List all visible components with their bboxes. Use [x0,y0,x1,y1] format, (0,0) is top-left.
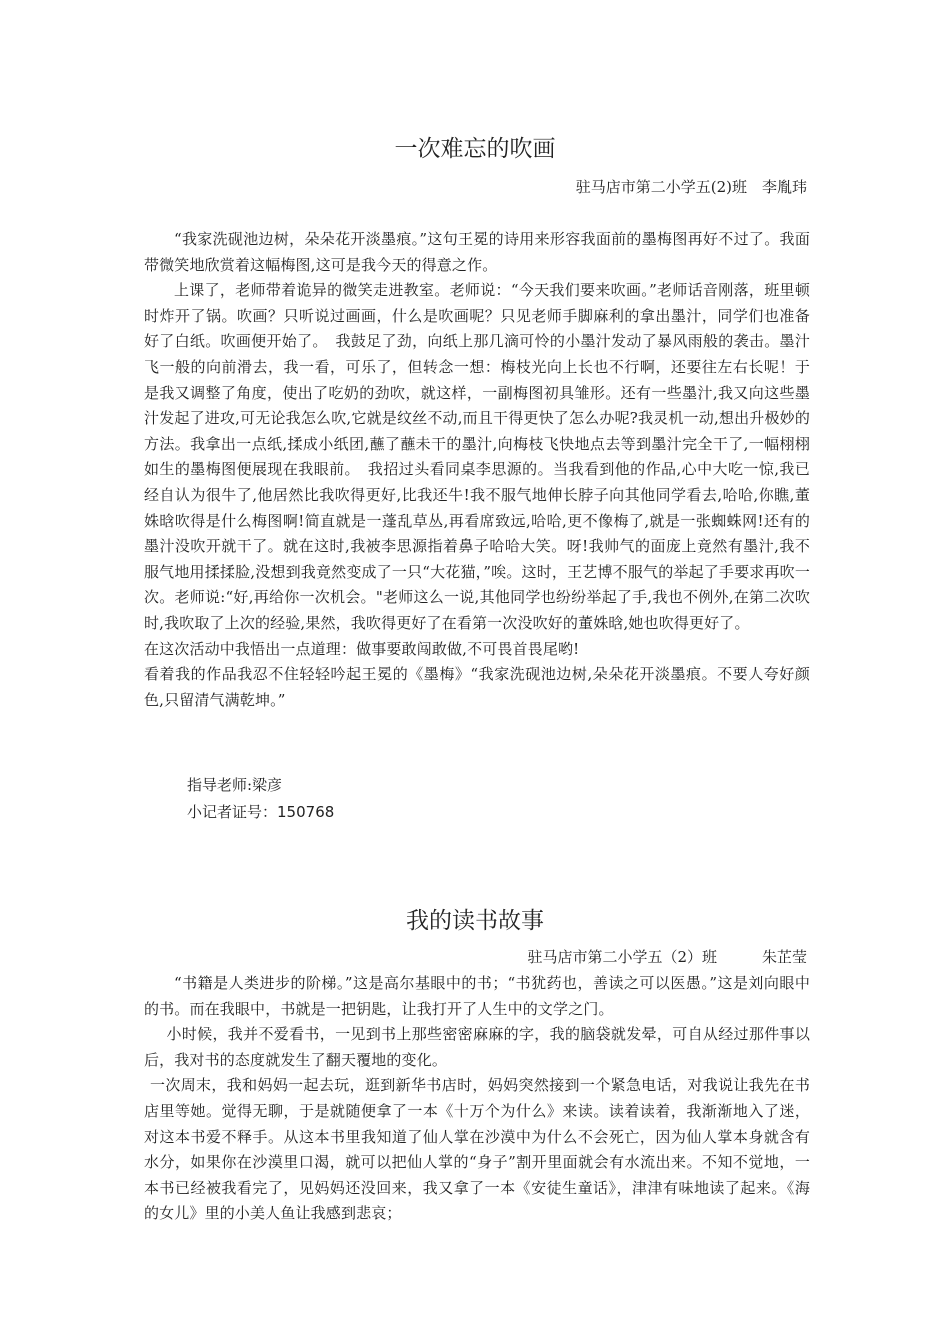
reporter-label: 小记者证号： [187,803,278,821]
article2-paragraph-1: “书籍是人类进步的阶梯。”这是高尔基眼中的书；“书犹药也，善读之可以医愚。”这是刘向眼中的书。而在我眼中，书就是一把钥匙，让我打开了人生中的文学之门。 [144,974,810,1018]
article2-body [144,971,810,1227]
teacher-credit: 指导老师:梁彦 [187,776,283,794]
article1-credits [187,772,334,826]
reporter-number: 150768 [277,803,335,821]
article1-paragraph-1: “我家洗砚池边树，朵朵花开淡墨痕。”这句王冕的诗用来形容我面前的墨梅图再好不过了。我面带微笑地欣赏着这幅梅图,这可是我今天的得意之作。 [144,230,810,274]
article2-paragraph-3: 一次周末，我和妈妈一起去玩，逛到新华书店时，妈妈突然接到一个紧急电话，对我说让我先在书店里等她。觉得无聊，于是就随便拿了一本《十万个为什么》来读。读着读着，我渐渐地入了迷，对这本书爱不释手。从这本书里我知道了仙人掌在沙漠中为什么不会死亡，因为仙人掌本身就含有水分，如果你在沙漠里口渴，就可以把仙人掌的“身子”割开里面就会有水流出来。不知不觉地，一本书已经被我看完了，见妈妈还没回来，我又拿了一本《安徒生童话》，津津有味地读了起来。《海的女儿》里的小美人鱼让我感到悲哀； [144,1076,810,1223]
article1-body [144,227,810,713]
article2-title: 我的读书故事 [406,908,544,934]
article1-byline: 驻马店市第二小学五(2)班 李胤玮 [575,178,807,196]
article2-paragraph-2: 小时候，我并不爱看书，一见到书上那些密密麻麻的字，我的脑袋就发晕，可自从经过那件事以后，我对书的态度就发生了翻天覆地的变化。 [144,1025,810,1069]
article2-byline: 驻马店市第二小学五（2）班 朱芷莹 [527,948,807,966]
article1-title: 一次难忘的吹画 [394,136,556,162]
article1-paragraph-3: 在这次活动中我悟出一点道理：做事要敢闯敢做,不可畏首畏尾哟! [144,639,580,658]
article1-paragraph-2: 上课了，老师带着诡异的微笑走进教室。老师说：“今天我们要来吹画。”老师话音刚落，班里顿时炸开了锅。吹画？只听说过画画，什么是吹画呢？只见老师手脚麻利的拿出墨汁，同学们也准备好了白纸。吹画便开始了。 我鼓足了劲，向纸上那几滴可怜的小墨汁发动了暴风雨般的袭击。墨汁飞一般的向前滑去，我一看，可乐了，但转念一想：梅枝光向上长也不行啊，还要往左右长呢！于是我又调整了角度，使出了吃奶的劲吹，就这样，一副梅图初具雏形。还有一些墨汁,我又向这些墨汁发起了进攻,可无论我怎么吹,它就是纹丝不动,而且干得更快了怎么办呢?我灵机一动,想出升极妙的方法。我拿出一点纸,揉成小纸团,蘸了蘸未干的墨汁,向梅枝飞快地点去等到墨汁完全干了,一幅栩栩如生的墨梅图便展现在我眼前。 我招过头看同桌李思源的。当我看到他的作品,心中大吃一惊,我已经自认为很牛了,他居然比我吹得更好,比我还牛!我不服气地伸长脖子向其他同学看去,哈哈,你瞧,董姝晗吹得是什么梅图啊!简直就是一蓬乱草丛,再看席致远,哈哈,更不像梅了,就是一张蜘蛛网!还有的墨汁没吹开就干了。就在这时,我被李思源指着鼻子哈哈大笑。呀!我帅气的面庞上竟然有墨汁,我不服气地用揉揉脸,没想到我竟然变成了一只“大花猫，”唉。这时，王艺博不服气的举起了手要求再吹一次。老师说:“好,再给你一次机会。"老师这么一说,其他同学也纷纷举起了手,我也不例外,在第二次吹时,我吹取了上次的经验,果然，我吹得更好了在看第一次没吹好的董姝晗,她也吹得更好了。 [144,281,810,632]
article1-paragraph-4: 看着我的作品我忍不住轻轻吟起王冕的《墨梅》“我家洗砚池边树,朵朵花开淡墨痕。不要人夸好颜色,只留清气满乾坤。” [144,665,810,709]
reporter-credit [187,799,334,826]
